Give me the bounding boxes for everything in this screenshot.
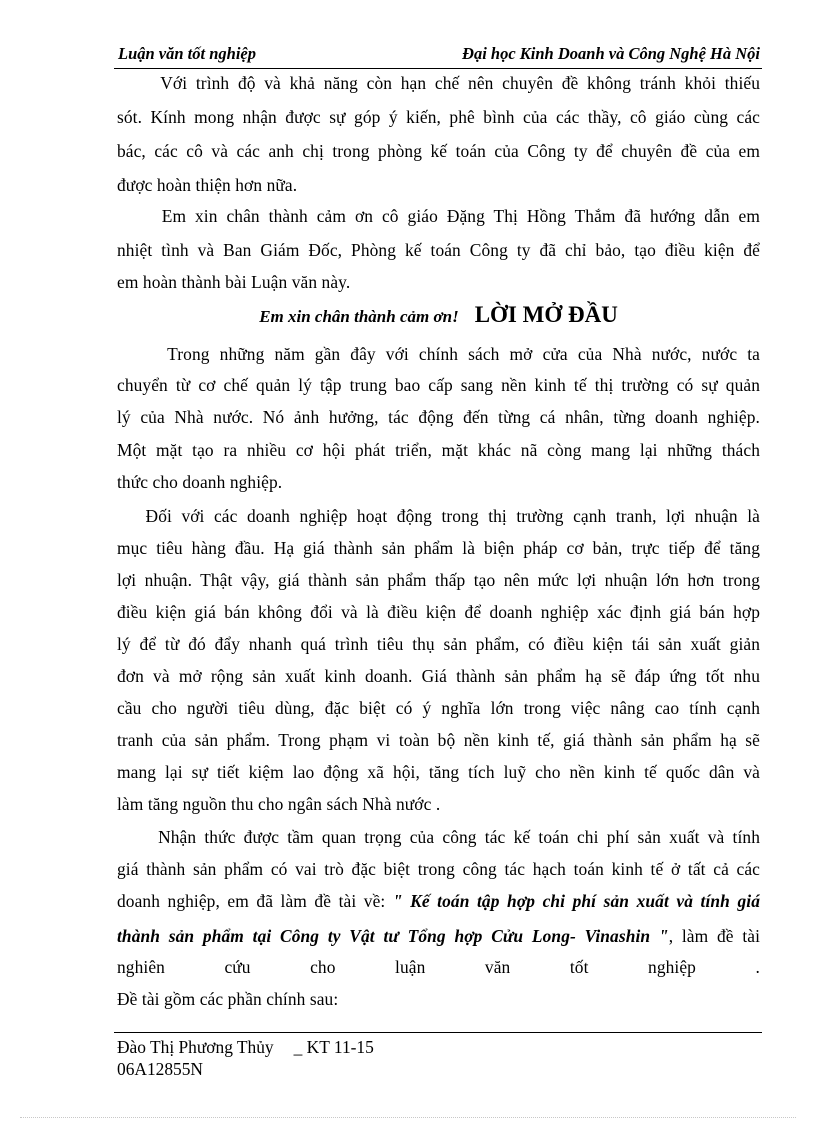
- body-line: lợi nhuận. Thật vậy, giá thành sản phẩm thấp tạo nên mức lợi nhuận lớn hơn trong: [117, 570, 760, 590]
- intro-line: Em xin chân thành cảm ơn cô giáo Đặng Thị Hồng Thắm đã hướng dẫn em: [117, 206, 760, 226]
- page-header: [114, 44, 762, 70]
- body-line: giá thành sản phẩm có vai trò đặc biệt trong công tác hạch toán kinh tế ở tất cả các: [117, 859, 760, 879]
- footer-class-code: _ KT 11-15: [293, 1037, 374, 1057]
- body-line: lý của Nhà nước. Nó ảnh hưởng, tác động đến từng cá nhân, từng doanh nghiệp.: [117, 407, 760, 427]
- page-bottom-dots: [20, 1117, 796, 1118]
- intro-line: em hoàn thành bài Luận văn này.: [117, 272, 351, 292]
- topic-line-2: [117, 925, 760, 947]
- intro-line: Với trình độ và khả năng còn hạn chế nên chuyên đề không tránh khỏi thiếu: [117, 73, 760, 93]
- topic-title-part-2: thành sản phẩm tại Công ty Vật tư Tổng hợp Cửu Long- Vinashin ": [117, 926, 669, 946]
- body-line: chuyển từ cơ chế quản lý tập trung bao cấp sang nền kinh tế thị trường có sự quản: [117, 375, 760, 395]
- research-word: nghiệp: [648, 957, 696, 977]
- body-line: lý để từ đó đẩy nhanh quá trình tiêu thụ sản phẩm, có điều kiện tái sản xuất giản: [117, 634, 760, 654]
- body-line: điều kiện giá bán không đổi và là điều kiện để doanh nghiệp xác định giá bán hợp: [117, 602, 760, 622]
- intro-line: sót. Kính mong nhận được sự góp ý kiến, phê bình của các thầy, cô giáo cùng các: [117, 107, 760, 127]
- body-line: Đối với các doanh nghiệp hoạt động trong thị trường cạnh tranh, lợi nhuận là: [117, 506, 760, 526]
- body-line: đơn và mở rộng sản xuất kinh doanh. Giá thành sản phẩm hạ sẽ đáp ứng tốt nhu: [117, 666, 760, 686]
- sections-line: Đề tài gồm các phần chính sau:: [117, 989, 339, 1009]
- intro-line: bác, các cô và các anh chị trong phòng kế toán của Công ty để chuyên đề của em: [117, 141, 760, 161]
- body-line: Trong những năm gần đây với chính sách mở cửa của Nhà nước, nước ta: [117, 344, 760, 364]
- body-line: tranh của sản phẩm. Trong phạm vi toàn bộ nền kinh tế, giá thành sản phẩm hạ sẽ: [117, 730, 760, 750]
- topic-title-part-1: " Kế toán tập hợp chi phí sản xuất và tính giá: [392, 891, 760, 911]
- header-divider: [114, 68, 762, 69]
- title-row: [117, 302, 760, 336]
- research-word: cho: [310, 957, 336, 977]
- topic-suffix: , làm đề tài: [668, 926, 760, 946]
- body-line: mục tiêu hàng đầu. Hạ giá thành sản phẩm là biện pháp cơ bản, trực tiếp để tăng: [117, 538, 760, 558]
- body-line: Một mặt tạo ra nhiều cơ hội phát triển, mặt khác nã còng mang lại những thách: [117, 440, 760, 460]
- body-line: làm tăng nguồn thu cho ngân sách Nhà nước .: [117, 794, 441, 814]
- research-line: [117, 956, 760, 978]
- research-word: luận: [395, 957, 426, 977]
- thanks-text: Em xin chân thành cảm ơn!: [259, 307, 459, 326]
- intro-line: nhiệt tình và Ban Giám Đốc, Phòng kế toán Công ty đã chỉ bảo, tạo điều kiện để: [117, 240, 760, 260]
- research-word: tốt: [569, 957, 589, 977]
- footer-divider: [114, 1032, 762, 1033]
- intro-line: được hoàn thiện hơn nữa.: [117, 175, 298, 195]
- topic-prefix: doanh nghiệp, em đã làm đề tài về:: [117, 891, 393, 911]
- header-university: Đại học Kinh Doanh và Công Nghệ Hà Nội: [462, 44, 760, 63]
- section-heading: LỜI MỞ ĐẦU: [474, 302, 618, 327]
- header-thesis-label: Luận văn tốt nghiệp: [118, 44, 256, 63]
- footer-author-name: Đào Thị Phương Thủy: [117, 1037, 274, 1057]
- body-line: thức cho doanh nghiệp.: [117, 472, 283, 492]
- topic-line-1: [117, 890, 760, 912]
- research-word: nghiên: [117, 957, 165, 977]
- body-line: cầu cho người tiêu dùng, đặc biệt có ý nghĩa lớn trong việc nâng cao tính cạnh: [117, 698, 760, 718]
- footer-author-row: [117, 1036, 374, 1058]
- body-line: mang lại sự tiết kiệm lao động xã hội, tăng tích luỹ cho nền kinh tế quốc dân và: [117, 762, 760, 782]
- footer-student-id: 06A12855N: [117, 1059, 203, 1079]
- research-word: văn: [484, 957, 511, 977]
- research-word: cứu: [224, 957, 251, 977]
- research-word: .: [755, 957, 760, 977]
- body-line: Nhận thức được tầm quan trọng của công tác kế toán chi phí sản xuất và tính: [117, 827, 760, 847]
